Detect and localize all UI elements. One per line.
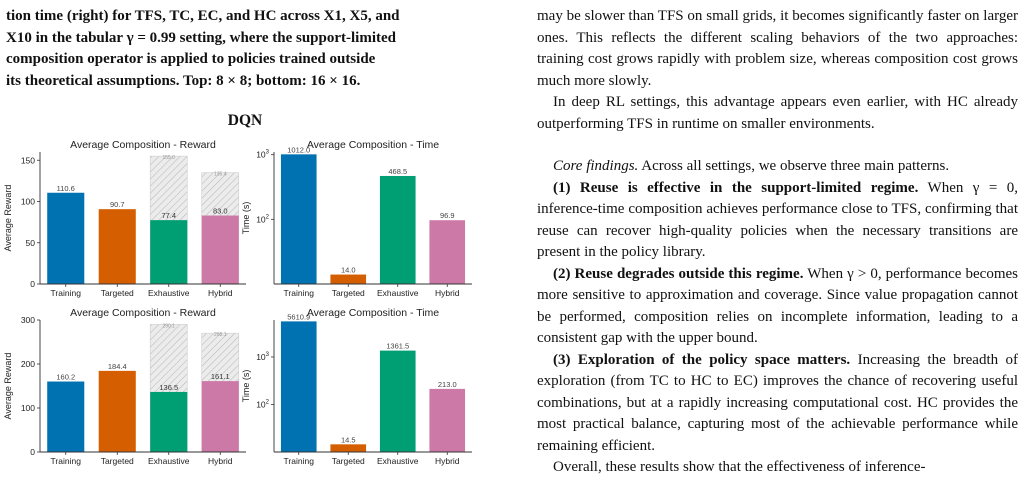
caption-line-1: tion time (right) for TFS, TC, EC, and HC across X1, X5, and (6, 8, 400, 24)
paragraph-finding-1: (1) Reuse is effective in the support-limited regime. When γ = 0, inference-time composition achieves performance close to TFS, confirming that reuse can recover high-quality policies when the necessary transitions are present in the policy library. (537, 179, 1019, 260)
y-tick-label: 0 (30, 447, 35, 457)
bar-hybrid (202, 381, 239, 452)
bar-exhaustive (380, 351, 416, 452)
y-tick-label: 200 (20, 359, 35, 369)
bar-value-label: 14.5 (340, 435, 356, 445)
bar-exhaustive (150, 392, 187, 452)
bar-value-label: 184.4 (107, 361, 127, 371)
x-tick-label: Targeted (331, 288, 365, 298)
paragraph-finding-3: (3) Exploration of the policy space matters. Increasing the breadth of exploration (from TC to HC to EC) improves the chance of recovering useful combinations, but at a rapidly increasing computational cost. HC provides the most practical balance, capturing most of the achievable performance while remaining efficient. (537, 351, 1018, 454)
bar-hybrid (429, 220, 465, 284)
bar-exhaustive (380, 176, 416, 284)
x-tick-label: Exhaustive (147, 288, 190, 298)
x-tick-label: Hybrid (207, 288, 233, 298)
bar-targeted (99, 209, 136, 284)
bar-training (47, 382, 84, 452)
chart-title: Average Composition - Time (306, 139, 440, 151)
time-chart-8x8 (238, 138, 478, 308)
paragraph-scaling: may be slower than TFS on small grids, it becomes significantly faster on larger ones. This reflects the different scaling behaviors of the two approaches: training cost grows rapidly with problem size, whereas composition cost grows much more slowly. (537, 8, 1018, 89)
figure-title: DQN (227, 112, 263, 129)
y-tick-label: 150 (20, 155, 35, 166)
bar-hybrid (429, 389, 465, 452)
bar-value-label: 161.1 (210, 372, 230, 382)
upper-bound-label: 135.4 (213, 171, 227, 178)
right-text-column (537, 6, 1018, 479)
bar-training (47, 193, 84, 284)
y-axis-label: Time (s) (241, 369, 251, 403)
upper-bound-label: 268.1 (213, 332, 227, 339)
figure-caption (6, 6, 480, 92)
bar-value-label: 14.0 (340, 265, 356, 275)
y-tick-label: $10^3$ (256, 351, 269, 362)
bar-value-label: 77.4 (161, 211, 177, 221)
x-tick-label: Exhaustive (376, 456, 419, 466)
upper-bound-label: 290.1 (162, 323, 176, 330)
y-tick-label: 50 (25, 237, 35, 248)
bar-value-label: 90.7 (109, 200, 125, 210)
x-tick-label: Targeted (100, 288, 134, 298)
x-tick-label: Hybrid (207, 456, 233, 466)
bar-value-label: 468.5 (388, 166, 408, 176)
y-axis-label: Time (s) (241, 201, 251, 235)
bar-value-label: 83.0 (212, 206, 228, 216)
x-tick-label: Training (50, 288, 81, 298)
reward-chart-8x8 (0, 138, 252, 308)
caption-line-2: X10 in the tabular γ = 0.99 setting, where the support-limited (6, 29, 397, 46)
bar-hybrid (202, 216, 239, 284)
y-tick-label: $10^3$ (256, 149, 269, 160)
bar-value-label: 96.9 (439, 211, 455, 221)
bar-targeted (330, 444, 366, 452)
time-chart-16x16 (238, 306, 478, 476)
x-tick-label: Training (283, 456, 314, 466)
x-tick-label: Exhaustive (147, 456, 190, 466)
x-tick-label: Targeted (100, 456, 134, 466)
y-tick-label: 300 (20, 315, 35, 325)
bar-value-label: 160.2 (56, 372, 76, 382)
paragraph-deep-rl: In deep RL settings, this advantage appears even earlier, with HC already outperforming TFS in runtime on smaller environments. (537, 94, 1018, 132)
x-tick-label: Training (283, 288, 314, 298)
bar-value-label: 213.0 (437, 379, 457, 389)
bar-value-label: 110.6 (56, 183, 75, 193)
chart-title: Average Composition - Time (306, 307, 440, 319)
paragraph-core-findings: Core findings. Across all settings, we observe three main patterns. (553, 158, 950, 174)
bar-training (281, 154, 317, 284)
upper-bound-label: 155.0 (162, 155, 176, 162)
x-tick-label: Training (50, 456, 81, 466)
bar-value-label: 5610.9 (287, 312, 311, 322)
bar-targeted (99, 371, 136, 452)
x-tick-label: Hybrid (434, 288, 460, 298)
caption-line-3: composition operator is applied to policies trained outside (6, 51, 376, 67)
bar-value-label: 1361.5 (386, 341, 410, 351)
bar-value-label: 1012.0 (287, 145, 311, 155)
bar-value-label: 136.5 (159, 382, 179, 392)
x-tick-label: Hybrid (434, 456, 460, 466)
caption-line-4: its theoretical assumptions. Top: 8 × 8; bottom: 16 × 16. (6, 72, 361, 89)
bar-targeted (330, 275, 366, 284)
bar-exhaustive (150, 220, 187, 284)
y-tick-label: 100 (20, 403, 35, 413)
y-axis-label: Average Reward (3, 352, 13, 420)
y-tick-label: 0 (30, 279, 35, 289)
chart-title: Average Composition - Reward (70, 307, 216, 319)
chart-title: Average Composition - Reward (70, 139, 216, 151)
paragraph-overall: Overall, these results show that the effectiveness of inference- (553, 459, 926, 475)
x-tick-label: Exhaustive (376, 288, 419, 298)
y-tick-label: $10^2$ (256, 214, 269, 225)
y-tick-label: 100 (20, 196, 35, 207)
y-tick-label: $10^2$ (256, 399, 269, 410)
bar-training (281, 321, 317, 452)
y-axis-label: Average Reward (3, 184, 13, 252)
paragraph-finding-2: (2) Reuse degrades outside this regime. When γ > 0, performance becomes more sensitive to approximation and coverage. Since value propagation cannot be performed, composition relies on incomplete information, leading to a consistent gap with the upper bound. (537, 265, 1018, 346)
x-tick-label: Targeted (331, 456, 365, 466)
reward-chart-16x16 (0, 306, 252, 476)
